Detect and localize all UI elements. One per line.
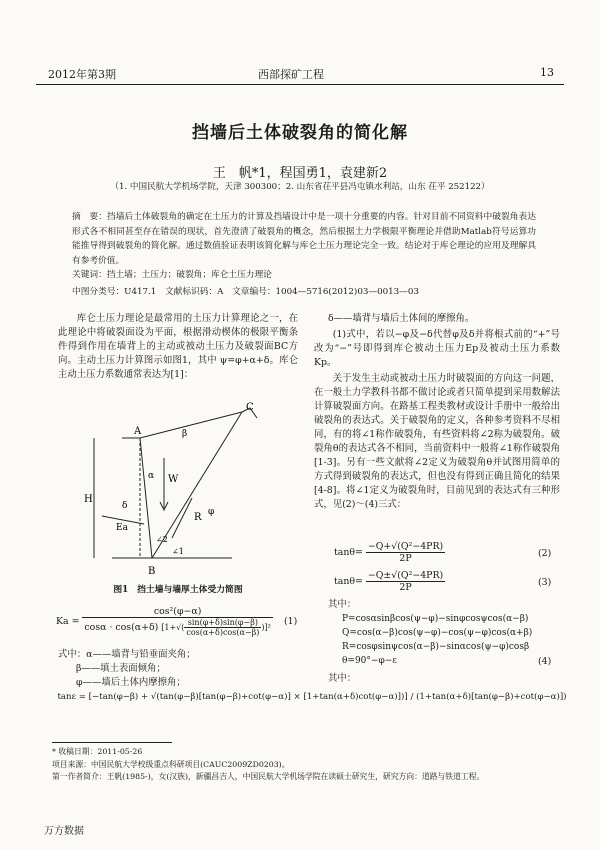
abstract: 摘 要：挡墙后土体破裂角的确定在土压力的计算及挡墙设计中是一项十分重要的内容。针对目前不同资料中破裂角表达形式各不相同甚至存在错误的现状，首先澄清了破裂角的概念，然后根据土力学极限平衡理论并借助Matlab符号运算功能推导得到破裂角的简化解。通过数值验证表明该简化解与库仑土压力理论完全一致。结论对于库仑理论的应用及理解具有参考价值。 bbox=[72, 212, 536, 266]
def-theta: θ=90°−φ−ε bbox=[342, 656, 397, 666]
label-ea: Ea bbox=[116, 523, 128, 533]
eq1-number: (1) bbox=[284, 616, 298, 627]
figure-caption: 图1 挡土墙与墙厚土体受力简图 bbox=[113, 585, 243, 595]
label-beta: β bbox=[182, 429, 188, 439]
where-right-2: 其中： bbox=[328, 673, 357, 684]
where-alpha: 式中：α——墙背与铅垂面夹角； bbox=[58, 649, 196, 660]
footnotes bbox=[52, 746, 564, 784]
fill-surface-line bbox=[140, 412, 242, 438]
right-para1: (1)式中，若以−φ及−δ代替φ及δ并将根式前的“+”号改为“−”号即得到库仑被动土压力Ep及被动土压力系数Kp。 bbox=[314, 329, 560, 368]
eq2-lhs: tanθ= bbox=[334, 547, 363, 558]
eq3-lhs: tanθ= bbox=[334, 576, 363, 587]
header-rule bbox=[36, 84, 564, 85]
label-angle1: ∠1 bbox=[172, 547, 184, 556]
paper-title: 挡墙后土体破裂角的简化解 bbox=[192, 123, 408, 143]
eq2-fraction bbox=[366, 541, 445, 564]
definitions bbox=[342, 612, 562, 668]
reaction-arrow bbox=[172, 498, 192, 538]
journal-issue: 2012年第3期 bbox=[48, 68, 116, 81]
eq3-number: (3) bbox=[538, 577, 552, 588]
page-number: 13 bbox=[540, 66, 554, 79]
where-right: 其中： bbox=[328, 599, 357, 610]
label-alpha: α bbox=[148, 471, 155, 481]
eq1-denominator: cosα · cos(α+δ) [1+√( $\frac{\sin(\varphi+\delta)\sin(\varphi-\beta)}{\cos(\alpha+\delta)\cos(\alpha-\beta)}$ )]² bbox=[84, 618, 271, 637]
journal-name: 西部探矿工程 bbox=[258, 68, 324, 81]
label-phi: φ bbox=[208, 507, 215, 517]
figure-retaining-wall bbox=[72, 398, 312, 578]
eq2-den: 2P bbox=[399, 553, 412, 564]
paper-authors: 王 帆*1，程国勇1，袁建新2 bbox=[212, 166, 388, 181]
equation-3 bbox=[334, 570, 445, 593]
eq1-den-a: cosα · cos(α+δ) bbox=[84, 622, 159, 633]
keywords: 关键词：挡土墙；土压力；破裂角；库仑土压力理论 bbox=[72, 270, 272, 280]
footnote-received: * 收稿日期：2011-05-26 bbox=[52, 747, 143, 756]
where-list-left bbox=[58, 648, 298, 690]
label-w: W bbox=[168, 474, 179, 485]
eq4-number: (4) bbox=[538, 656, 552, 667]
def-r: R=cosφsinψcos(α−β)−sinαcos(ψ−φ)cosβ bbox=[342, 642, 530, 652]
label-b: B bbox=[148, 566, 156, 577]
eq1-numerator: cos²(φ−α) bbox=[82, 606, 272, 618]
eq3-num: −Q±√(Q²−4PR) bbox=[367, 570, 444, 581]
equation-2 bbox=[334, 541, 445, 564]
equation-1 bbox=[56, 606, 306, 637]
tan-epsilon-equation: tanε = [−tan(φ−β) + √(tan(φ−β)[tan(φ−β)+cot(φ−α)] × [1+tan(α+δ)cot(φ−α)])] / (1+tan(α+δ)[tan(φ−β)+cot(φ−α)]) bbox=[57, 692, 567, 702]
label-c: C bbox=[246, 402, 254, 413]
footnote-rule bbox=[52, 742, 172, 743]
right-col-top: δ——墙背与墙后土体间的摩擦角。 bbox=[328, 313, 475, 324]
eq2-num: −Q+√(Q²−4PR) bbox=[367, 541, 444, 552]
eq1-lhs: Ka = bbox=[56, 616, 80, 627]
label-h: H bbox=[84, 494, 93, 505]
classification: 中图分类号：U417.1 文献标识码：A 文章编号：1004—5716(2012)03—0013—03 bbox=[72, 287, 419, 297]
wall-back-line bbox=[140, 438, 155, 558]
where-beta: β——填土表面倾角； bbox=[76, 663, 166, 674]
right-para2: 关于发生主动或被动土压力时破裂面的方向这一问题，在一般土力学教科书都不做讨论或者只简单提到采用数解法计算破裂面方向。在路基工程类教材或设计手册中一般给出破裂角的表达式。关于破裂角的定义，各种参考资料不尽相同，有的将∠1称作破裂角，有些资料将∠2称为破裂角。破裂角θ的表达式各不相同，当前资料中一般将∠1称作破裂角[1-3]。另有一些文献将∠2定义为破裂角θ并试图用简单的方式得到破裂角的表达式，但也没有得到正确且简化的结果[4-8]。将∠1定义为破裂角时，目前见到的表达式有三种形式，见(2)～(4)三式： bbox=[314, 373, 560, 510]
label-a: A bbox=[134, 426, 142, 437]
footer-watermark: 万方数据 bbox=[44, 826, 84, 837]
eq3-fraction bbox=[366, 570, 445, 593]
eq2-number: (2) bbox=[538, 548, 552, 559]
footnote-author: 第一作者简介：王帆(1985-)，女(汉族)，新疆昌吉人，中国民航大学机场学院在读硕士研究生，研究方向：道路与铁道工程。 bbox=[52, 772, 485, 781]
where-phi: φ——墙后土体内摩擦角； bbox=[76, 677, 186, 688]
eq3-den: 2P bbox=[399, 582, 412, 593]
left-intro: 库仑土压力理论是最常用的土压力计算理论之一，在此理论中将破裂面设为平面，根据滑动楔体的极限平衡条件得到作用在墙背上的主动或被动土压力及破裂面BC方向。主动土压力计算图示如图1，其中 ψ=φ+α+δ。库仑主动土压力系数通常表达为[1]： bbox=[58, 313, 298, 380]
affiliation: （1. 中国民航大学机场学院，天津 300300；2. 山东省茌平县冯屯镇水利站，山东 茌平 252122） bbox=[110, 182, 490, 192]
label-delta: δ bbox=[122, 501, 128, 511]
label-r: R bbox=[194, 512, 202, 523]
def-p: P=cosαsinβcos(ψ−φ)−sinφcosψcos(α−β) bbox=[342, 614, 529, 624]
label-angle2: ∠2 bbox=[156, 535, 168, 544]
eq1-den-b-num: sin(φ+δ)sin(φ−β) bbox=[184, 618, 261, 628]
footnote-project: 项目来源：中国民航大学校级重点科研项目(CAUC2009ZD0203)。 bbox=[52, 759, 290, 769]
eq1-den-b-den: cos(α+δ)cos(α−β) bbox=[186, 628, 260, 637]
eq1-fraction bbox=[82, 606, 272, 637]
def-q: Q=cos(α−β)cos(ψ−φ)−cos(ψ−φ)cos(α+β) bbox=[342, 628, 533, 638]
